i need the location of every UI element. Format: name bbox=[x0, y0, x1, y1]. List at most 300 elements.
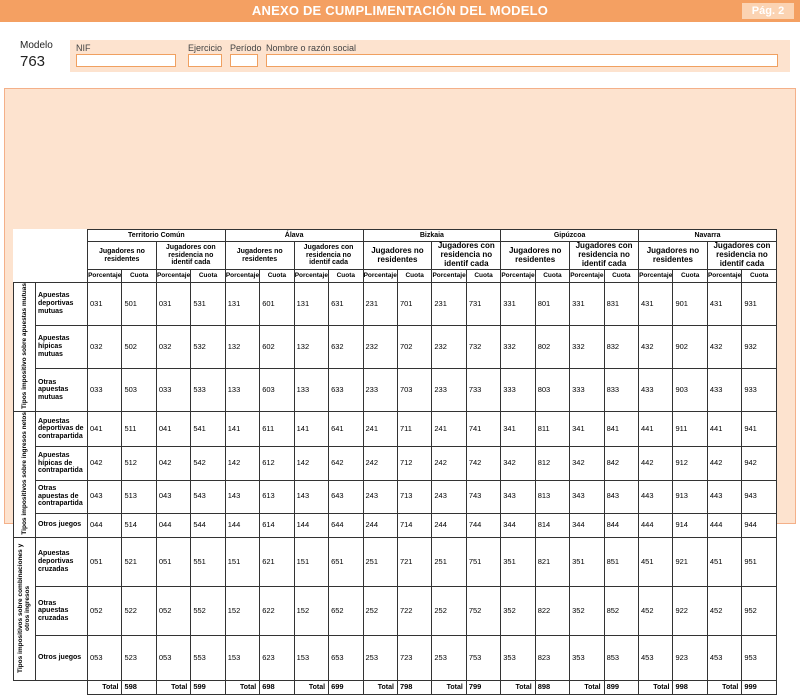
cuota-cell[interactable]: 523 bbox=[122, 636, 156, 681]
cuota-cell[interactable]: 813 bbox=[535, 480, 569, 513]
total-label: Total bbox=[225, 681, 259, 695]
cuota-cell[interactable]: 751 bbox=[466, 537, 500, 586]
cuota-cell[interactable]: 513 bbox=[122, 480, 156, 513]
porcentaje-cell[interactable]: 033 bbox=[156, 369, 190, 412]
porcentaje-cell[interactable]: 244 bbox=[432, 513, 466, 537]
sub-header-residencia-no-identificada: Jugadores con residencia no identif cada bbox=[707, 242, 776, 270]
porcentaje-cell[interactable]: 451 bbox=[639, 537, 673, 586]
porcentaje-cell[interactable]: 351 bbox=[570, 537, 604, 586]
porcentaje-cell[interactable]: 351 bbox=[501, 537, 535, 586]
cuota-cell[interactable]: 812 bbox=[535, 447, 569, 480]
porcentaje-cell[interactable]: 352 bbox=[501, 587, 535, 636]
cuota-cell[interactable]: 514 bbox=[122, 513, 156, 537]
table-row bbox=[14, 480, 777, 513]
porcentaje-cell[interactable]: 452 bbox=[707, 587, 741, 636]
sub-header-residencia-no-identificada: Jugadores con residencia no identif cada bbox=[570, 242, 639, 270]
cuota-cell[interactable]: 502 bbox=[122, 326, 156, 369]
total-code[interactable]: 999 bbox=[742, 681, 777, 695]
porcentaje-cell[interactable]: 052 bbox=[88, 587, 122, 636]
porcentaje-cell[interactable]: 151 bbox=[225, 537, 259, 586]
total-code[interactable]: 699 bbox=[329, 681, 363, 695]
cuota-header: Cuota bbox=[122, 270, 156, 283]
cuota-cell[interactable]: 542 bbox=[191, 447, 225, 480]
sub-header-no-residentes: Jugadores no residentes bbox=[225, 242, 294, 270]
cuota-cell[interactable]: 544 bbox=[191, 513, 225, 537]
modelo-number: 763 bbox=[20, 53, 46, 70]
porcentaje-header: Porcentaje bbox=[570, 270, 604, 283]
table-row bbox=[14, 537, 777, 586]
porcentaje-cell[interactable]: 441 bbox=[707, 412, 741, 447]
cuota-cell[interactable]: 733 bbox=[466, 369, 500, 412]
porcentaje-cell[interactable]: 252 bbox=[363, 587, 397, 636]
porcentaje-cell[interactable]: 343 bbox=[501, 480, 535, 513]
porcentaje-cell[interactable]: 433 bbox=[639, 369, 673, 412]
cuota-cell[interactable]: 943 bbox=[742, 480, 777, 513]
porcentaje-cell[interactable]: 031 bbox=[156, 283, 190, 326]
sub-header-row bbox=[14, 242, 777, 270]
porcentaje-header: Porcentaje bbox=[225, 270, 259, 283]
cuota-cell[interactable]: 744 bbox=[466, 513, 500, 537]
ejercicio-field[interactable] bbox=[188, 54, 222, 67]
region-alava: Álava bbox=[225, 230, 363, 242]
row-label: Otras apuestas mutuas bbox=[36, 369, 88, 412]
cuota-cell[interactable]: 553 bbox=[191, 636, 225, 681]
porcentaje-cell[interactable]: 341 bbox=[570, 412, 604, 447]
sub-header-residencia-no-identificada: Jugadores con residencia no identif cada bbox=[294, 242, 363, 270]
cuota-cell[interactable]: 541 bbox=[191, 412, 225, 447]
cuota-header: Cuota bbox=[742, 270, 777, 283]
porcentaje-cell[interactable]: 053 bbox=[88, 636, 122, 681]
porcentaje-cell[interactable]: 431 bbox=[639, 283, 673, 326]
cuota-cell[interactable]: 641 bbox=[329, 412, 363, 447]
total-code[interactable]: 899 bbox=[604, 681, 638, 695]
sub-header-no-residentes: Jugadores no residentes bbox=[363, 242, 432, 270]
porcentaje-header: Porcentaje bbox=[294, 270, 328, 283]
cuota-cell[interactable]: 822 bbox=[535, 587, 569, 636]
cuota-header: Cuota bbox=[673, 270, 707, 283]
total-label: Total bbox=[294, 681, 328, 695]
table-row bbox=[14, 412, 777, 447]
porcentaje-cell[interactable]: 453 bbox=[707, 636, 741, 681]
cuota-cell[interactable]: 743 bbox=[466, 480, 500, 513]
porcentaje-cell[interactable]: 333 bbox=[570, 369, 604, 412]
cuota-cell[interactable]: 713 bbox=[397, 480, 431, 513]
porcentaje-cell[interactable]: 142 bbox=[294, 447, 328, 480]
porcentaje-cell[interactable]: 444 bbox=[639, 513, 673, 537]
cuota-cell[interactable]: 651 bbox=[329, 537, 363, 586]
header-bar bbox=[0, 0, 800, 22]
total-code[interactable]: 599 bbox=[191, 681, 225, 695]
total-code[interactable]: 598 bbox=[122, 681, 156, 695]
tax-rate-table bbox=[13, 229, 777, 695]
cuota-cell[interactable]: 551 bbox=[191, 537, 225, 586]
porcentaje-cell[interactable]: 253 bbox=[432, 636, 466, 681]
porcentaje-cell[interactable]: 332 bbox=[570, 326, 604, 369]
cuota-cell[interactable]: 841 bbox=[604, 412, 638, 447]
cuota-header: Cuota bbox=[329, 270, 363, 283]
sub-header-no-residentes: Jugadores no residentes bbox=[639, 242, 708, 270]
total-code[interactable]: 898 bbox=[535, 681, 569, 695]
porcentaje-cell[interactable]: 141 bbox=[225, 412, 259, 447]
cuota-cell[interactable]: 911 bbox=[673, 412, 707, 447]
cuota-cell[interactable]: 742 bbox=[466, 447, 500, 480]
porcentaje-cell[interactable]: 144 bbox=[294, 513, 328, 537]
porcentaje-cell[interactable]: 151 bbox=[294, 537, 328, 586]
cuota-cell[interactable]: 601 bbox=[260, 283, 294, 326]
porcentaje-cell[interactable]: 032 bbox=[88, 326, 122, 369]
cuota-cell[interactable]: 653 bbox=[329, 636, 363, 681]
porcentaje-cell[interactable]: 353 bbox=[501, 636, 535, 681]
sub-header-residencia-no-identificada: Jugadores con residencia no identif cada bbox=[156, 242, 225, 270]
total-label: Total bbox=[570, 681, 604, 695]
cuota-header: Cuota bbox=[604, 270, 638, 283]
region-territorio-comun: Territorio Común bbox=[88, 230, 226, 242]
total-label: Total bbox=[639, 681, 673, 695]
cuota-cell[interactable]: 614 bbox=[260, 513, 294, 537]
cuota-cell[interactable]: 532 bbox=[191, 326, 225, 369]
porcentaje-header: Porcentaje bbox=[639, 270, 673, 283]
cuota-cell[interactable]: 552 bbox=[191, 587, 225, 636]
porcentaje-cell[interactable]: 133 bbox=[225, 369, 259, 412]
cuota-cell[interactable]: 913 bbox=[673, 480, 707, 513]
porcentaje-cell[interactable]: 253 bbox=[363, 636, 397, 681]
porcentaje-cell[interactable]: 132 bbox=[294, 326, 328, 369]
total-label: Total bbox=[156, 681, 190, 695]
porcentaje-cell[interactable]: 232 bbox=[363, 326, 397, 369]
cuota-cell[interactable]: 902 bbox=[673, 326, 707, 369]
row-group-text: Tipos impositivos sobre ingresos netos bbox=[20, 412, 28, 535]
cuota-cell[interactable]: 731 bbox=[466, 283, 500, 326]
porcentaje-cell[interactable]: 453 bbox=[639, 636, 673, 681]
cuota-cell[interactable]: 951 bbox=[742, 537, 777, 586]
porcentaje-header: Porcentaje bbox=[88, 270, 122, 283]
porcentaje-cell[interactable]: 152 bbox=[225, 587, 259, 636]
cuota-cell[interactable]: 721 bbox=[397, 537, 431, 586]
porcentaje-cell[interactable]: 043 bbox=[88, 480, 122, 513]
cuota-cell[interactable]: 732 bbox=[466, 326, 500, 369]
cuota-cell[interactable]: 723 bbox=[397, 636, 431, 681]
porcentaje-cell[interactable]: 233 bbox=[432, 369, 466, 412]
table-row bbox=[14, 326, 777, 369]
cuota-cell[interactable]: 823 bbox=[535, 636, 569, 681]
porcentaje-cell[interactable]: 352 bbox=[570, 587, 604, 636]
nif-label: NIF bbox=[76, 43, 91, 53]
porcentaje-cell[interactable]: 031 bbox=[88, 283, 122, 326]
region-navarra: Navarra bbox=[639, 230, 777, 242]
region-gipuzcoa: Gipúzcoa bbox=[501, 230, 639, 242]
porcentaje-cell[interactable]: 231 bbox=[432, 283, 466, 326]
page-number: Pág. 2 bbox=[742, 3, 794, 19]
porcentaje-cell[interactable]: 042 bbox=[88, 447, 122, 480]
porcentaje-cell[interactable]: 241 bbox=[432, 412, 466, 447]
cuota-cell[interactable]: 644 bbox=[329, 513, 363, 537]
cuota-cell[interactable]: 613 bbox=[260, 480, 294, 513]
porcentaje-cell[interactable]: 241 bbox=[363, 412, 397, 447]
cuota-cell[interactable]: 821 bbox=[535, 537, 569, 586]
porcentaje-cell[interactable]: 142 bbox=[225, 447, 259, 480]
identification-bar bbox=[70, 40, 790, 72]
cuota-header: Cuota bbox=[466, 270, 500, 283]
cuota-cell[interactable]: 944 bbox=[742, 513, 777, 537]
porcentaje-header: Porcentaje bbox=[156, 270, 190, 283]
table-row bbox=[14, 369, 777, 412]
porcentaje-cell[interactable]: 243 bbox=[432, 480, 466, 513]
cuota-header: Cuota bbox=[260, 270, 294, 283]
row-group-text: Tipos impositivo sobre apuestas mutuas bbox=[20, 283, 28, 409]
porcentaje-header: Porcentaje bbox=[432, 270, 466, 283]
cuota-cell[interactable]: 802 bbox=[535, 326, 569, 369]
total-code[interactable]: 698 bbox=[260, 681, 294, 695]
porcentaje-cell[interactable]: 342 bbox=[501, 447, 535, 480]
porcentaje-cell[interactable]: 344 bbox=[570, 513, 604, 537]
cuota-cell[interactable]: 501 bbox=[122, 283, 156, 326]
cuota-cell[interactable]: 741 bbox=[466, 412, 500, 447]
cuota-cell[interactable]: 712 bbox=[397, 447, 431, 480]
cuota-cell[interactable]: 933 bbox=[742, 369, 777, 412]
cuota-cell[interactable]: 941 bbox=[742, 412, 777, 447]
nombre-label: Nombre o razón social bbox=[266, 43, 357, 53]
cuota-cell[interactable]: 612 bbox=[260, 447, 294, 480]
cuota-cell[interactable]: 632 bbox=[329, 326, 363, 369]
porcentaje-cell[interactable]: 343 bbox=[570, 480, 604, 513]
table-row bbox=[14, 636, 777, 681]
porcentaje-cell[interactable]: 153 bbox=[225, 636, 259, 681]
porcentaje-cell[interactable]: 051 bbox=[88, 537, 122, 586]
cuota-cell[interactable]: 923 bbox=[673, 636, 707, 681]
porcentaje-cell[interactable]: 442 bbox=[639, 447, 673, 480]
sub-header-no-residentes: Jugadores no residentes bbox=[88, 242, 157, 270]
cuota-cell[interactable]: 622 bbox=[260, 587, 294, 636]
table-row bbox=[14, 283, 777, 326]
porcentaje-cell[interactable]: 131 bbox=[225, 283, 259, 326]
porcentaje-cell[interactable]: 143 bbox=[225, 480, 259, 513]
cuota-cell[interactable]: 932 bbox=[742, 326, 777, 369]
porcentaje-cell[interactable]: 431 bbox=[707, 283, 741, 326]
region-bizkaia: Bizkaia bbox=[363, 230, 501, 242]
row-group-label bbox=[14, 412, 36, 538]
cuota-cell[interactable]: 752 bbox=[466, 587, 500, 636]
cuota-cell[interactable]: 623 bbox=[260, 636, 294, 681]
periodo-label: Período bbox=[230, 43, 262, 53]
column-header-row bbox=[14, 270, 777, 283]
cuota-cell[interactable]: 952 bbox=[742, 587, 777, 636]
row-group-text: Tipos impositivos sobre combinaciones y otros ingresos bbox=[17, 543, 32, 673]
total-label: Total bbox=[363, 681, 397, 695]
cuota-cell[interactable]: 853 bbox=[604, 636, 638, 681]
porcentaje-cell[interactable]: 231 bbox=[363, 283, 397, 326]
total-label: Total bbox=[432, 681, 466, 695]
cuota-header: Cuota bbox=[535, 270, 569, 283]
porcentaje-cell[interactable]: 052 bbox=[156, 587, 190, 636]
porcentaje-cell[interactable]: 333 bbox=[501, 369, 535, 412]
porcentaje-cell[interactable]: 043 bbox=[156, 480, 190, 513]
cuota-cell[interactable]: 702 bbox=[397, 326, 431, 369]
porcentaje-cell[interactable]: 053 bbox=[156, 636, 190, 681]
form-title: ANEXO DE CUMPLIMENTACIÓN DEL MODELO bbox=[251, 3, 549, 18]
porcentaje-cell[interactable]: 432 bbox=[707, 326, 741, 369]
porcentaje-cell[interactable]: 433 bbox=[707, 369, 741, 412]
porcentaje-cell[interactable]: 233 bbox=[363, 369, 397, 412]
table-row bbox=[14, 587, 777, 636]
porcentaje-header: Porcentaje bbox=[707, 270, 741, 283]
sub-header-no-residentes: Jugadores no residentes bbox=[501, 242, 570, 270]
cuota-cell[interactable]: 603 bbox=[260, 369, 294, 412]
porcentaje-cell[interactable]: 341 bbox=[501, 412, 535, 447]
cuota-cell[interactable]: 903 bbox=[673, 369, 707, 412]
cuota-cell[interactable]: 642 bbox=[329, 447, 363, 480]
total-row bbox=[14, 681, 777, 695]
row-label: Apuestas hípicas de contrapartida bbox=[36, 447, 88, 480]
cuota-cell[interactable]: 844 bbox=[604, 513, 638, 537]
porcentaje-cell[interactable]: 152 bbox=[294, 587, 328, 636]
cuota-cell[interactable]: 631 bbox=[329, 283, 363, 326]
cuota-cell[interactable]: 621 bbox=[260, 537, 294, 586]
porcentaje-cell[interactable]: 051 bbox=[156, 537, 190, 586]
porcentaje-cell[interactable]: 242 bbox=[363, 447, 397, 480]
porcentaje-cell[interactable]: 132 bbox=[225, 326, 259, 369]
porcentaje-cell[interactable]: 032 bbox=[156, 326, 190, 369]
cuota-cell[interactable]: 832 bbox=[604, 326, 638, 369]
total-code[interactable]: 798 bbox=[397, 681, 431, 695]
cuota-cell[interactable]: 512 bbox=[122, 447, 156, 480]
porcentaje-cell[interactable]: 143 bbox=[294, 480, 328, 513]
table-row bbox=[14, 447, 777, 480]
porcentaje-cell[interactable]: 252 bbox=[432, 587, 466, 636]
cuota-cell[interactable]: 953 bbox=[742, 636, 777, 681]
porcentaje-cell[interactable]: 033 bbox=[88, 369, 122, 412]
porcentaje-cell[interactable]: 331 bbox=[501, 283, 535, 326]
cuota-cell[interactable]: 831 bbox=[604, 283, 638, 326]
porcentaje-cell[interactable]: 251 bbox=[363, 537, 397, 586]
cuota-cell[interactable]: 811 bbox=[535, 412, 569, 447]
table-row bbox=[14, 513, 777, 537]
form-panel bbox=[4, 88, 796, 692]
total-code[interactable]: 998 bbox=[673, 681, 707, 695]
porcentaje-cell[interactable]: 452 bbox=[639, 587, 673, 636]
porcentaje-header: Porcentaje bbox=[501, 270, 535, 283]
row-label: Apuestas deportivas mutuas bbox=[36, 283, 88, 326]
porcentaje-cell[interactable]: 353 bbox=[570, 636, 604, 681]
row-label: Otras apuestas de contrapartida bbox=[36, 480, 88, 513]
porcentaje-header: Porcentaje bbox=[363, 270, 397, 283]
porcentaje-cell[interactable]: 041 bbox=[156, 412, 190, 447]
row-label: Otros juegos bbox=[36, 513, 88, 537]
total-label: Total bbox=[707, 681, 741, 695]
porcentaje-cell[interactable]: 242 bbox=[432, 447, 466, 480]
row-label: Apuestas deportivas cruzadas bbox=[36, 537, 88, 586]
porcentaje-cell[interactable]: 344 bbox=[501, 513, 535, 537]
porcentaje-cell[interactable]: 042 bbox=[156, 447, 190, 480]
cuota-cell[interactable]: 912 bbox=[673, 447, 707, 480]
porcentaje-cell[interactable]: 044 bbox=[156, 513, 190, 537]
cuota-header: Cuota bbox=[191, 270, 225, 283]
porcentaje-cell[interactable]: 444 bbox=[707, 513, 741, 537]
sub-header-residencia-no-identificada: Jugadores con residencia no identif cada bbox=[432, 242, 501, 270]
cuota-cell[interactable]: 922 bbox=[673, 587, 707, 636]
cuota-cell[interactable]: 533 bbox=[191, 369, 225, 412]
total-spacer bbox=[14, 681, 88, 695]
row-group-label bbox=[14, 537, 36, 680]
porcentaje-cell[interactable]: 332 bbox=[501, 326, 535, 369]
porcentaje-cell[interactable]: 443 bbox=[639, 480, 673, 513]
porcentaje-cell[interactable]: 153 bbox=[294, 636, 328, 681]
porcentaje-cell[interactable]: 133 bbox=[294, 369, 328, 412]
row-label: Otras apuestas cruzadas bbox=[36, 587, 88, 636]
cuota-cell[interactable]: 842 bbox=[604, 447, 638, 480]
porcentaje-cell[interactable]: 432 bbox=[639, 326, 673, 369]
porcentaje-cell[interactable]: 441 bbox=[639, 412, 673, 447]
modelo-label: Modelo bbox=[20, 40, 53, 51]
cuota-cell[interactable]: 851 bbox=[604, 537, 638, 586]
cuota-cell[interactable]: 511 bbox=[122, 412, 156, 447]
porcentaje-cell[interactable]: 131 bbox=[294, 283, 328, 326]
ejercicio-label: Ejercicio bbox=[188, 43, 223, 53]
row-label: Apuestas deportivas de contrapartida bbox=[36, 412, 88, 447]
cuota-cell[interactable]: 852 bbox=[604, 587, 638, 636]
nif-field[interactable] bbox=[76, 54, 176, 67]
cuota-cell[interactable]: 803 bbox=[535, 369, 569, 412]
cuota-cell[interactable]: 531 bbox=[191, 283, 225, 326]
cuota-cell[interactable]: 714 bbox=[397, 513, 431, 537]
porcentaje-cell[interactable]: 342 bbox=[570, 447, 604, 480]
periodo-field[interactable] bbox=[230, 54, 258, 67]
cuota-cell[interactable]: 543 bbox=[191, 480, 225, 513]
cuota-cell[interactable]: 942 bbox=[742, 447, 777, 480]
cuota-cell[interactable]: 801 bbox=[535, 283, 569, 326]
porcentaje-cell[interactable]: 331 bbox=[570, 283, 604, 326]
porcentaje-cell[interactable]: 141 bbox=[294, 412, 328, 447]
cuota-cell[interactable]: 914 bbox=[673, 513, 707, 537]
cuota-cell[interactable]: 701 bbox=[397, 283, 431, 326]
modelo-block bbox=[20, 40, 60, 70]
porcentaje-cell[interactable]: 443 bbox=[707, 480, 741, 513]
porcentaje-cell[interactable]: 044 bbox=[88, 513, 122, 537]
row-group-label bbox=[14, 283, 36, 412]
cuota-cell[interactable]: 703 bbox=[397, 369, 431, 412]
cuota-cell[interactable]: 711 bbox=[397, 412, 431, 447]
nombre-field[interactable] bbox=[266, 54, 778, 67]
cuota-cell[interactable]: 722 bbox=[397, 587, 431, 636]
porcentaje-cell[interactable]: 244 bbox=[363, 513, 397, 537]
porcentaje-cell[interactable]: 243 bbox=[363, 480, 397, 513]
cuota-cell[interactable]: 814 bbox=[535, 513, 569, 537]
cuota-cell[interactable]: 611 bbox=[260, 412, 294, 447]
region-header-row bbox=[14, 230, 777, 242]
cuota-cell[interactable]: 753 bbox=[466, 636, 500, 681]
porcentaje-cell[interactable]: 041 bbox=[88, 412, 122, 447]
cuota-cell[interactable]: 921 bbox=[673, 537, 707, 586]
porcentaje-cell[interactable]: 144 bbox=[225, 513, 259, 537]
cuota-cell[interactable]: 602 bbox=[260, 326, 294, 369]
cuota-cell[interactable]: 652 bbox=[329, 587, 363, 636]
cuota-cell[interactable]: 521 bbox=[122, 537, 156, 586]
cuota-cell[interactable]: 522 bbox=[122, 587, 156, 636]
cuota-cell[interactable]: 643 bbox=[329, 480, 363, 513]
porcentaje-cell[interactable]: 442 bbox=[707, 447, 741, 480]
porcentaje-cell[interactable]: 251 bbox=[432, 537, 466, 586]
porcentaje-cell[interactable]: 451 bbox=[707, 537, 741, 586]
cuota-cell[interactable]: 931 bbox=[742, 283, 777, 326]
cuota-cell[interactable]: 833 bbox=[604, 369, 638, 412]
cuota-cell[interactable]: 901 bbox=[673, 283, 707, 326]
cuota-cell[interactable]: 843 bbox=[604, 480, 638, 513]
total-code[interactable]: 799 bbox=[466, 681, 500, 695]
cuota-header: Cuota bbox=[397, 270, 431, 283]
row-label: Apuestas hípicas mutuas bbox=[36, 326, 88, 369]
cuota-cell[interactable]: 503 bbox=[122, 369, 156, 412]
cuota-cell[interactable]: 633 bbox=[329, 369, 363, 412]
porcentaje-cell[interactable]: 232 bbox=[432, 326, 466, 369]
